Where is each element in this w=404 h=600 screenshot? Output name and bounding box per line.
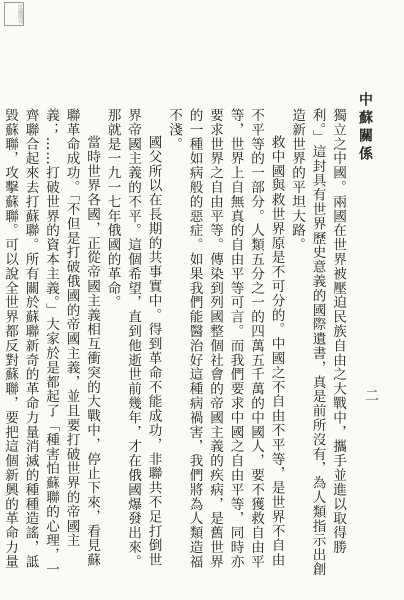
running-header-title: 中蘇關係 xyxy=(357,92,373,164)
paragraph: 獨立之中國。兩國在世界被壓迫民族自由之大戰中，攜手並進以取得勝利。」這封具有世界歷史意義的國際遺書，真是前所沒有，為人類指示出創造新世界的平坦大路。 xyxy=(289,108,346,577)
vertical-text-body xyxy=(2,108,348,578)
library-stamp: 民國期刊 xyxy=(4,2,24,26)
paragraph: 當時世界各國，正從帝國主義相互衝突的大戰中，停止下來，看見蘇聯革命成功。「不但是打破俄國的帝國主義，並且要打破世界的帝國主義；……打破世界的資本主義。」大家於是都起了「種害怕蘇聯的心理，一齊聯合起來去打蘇聯。所有關於蘇聯新奇的革命力量消滅的種種造謠，詆毀蘇聯，攻擊蘇聯。可以說全世界都反對蘇聯，要把這個新興的革命力量 xyxy=(2,108,100,577)
paragraph: 國父所以在長期的共事實中。得到革命不能成功，非聯共不足打倒世界帝國主義的不平。這個希望，直到他逝世前幾年，才在俄國爆發出來。那就是一九一七年俄國的革命。 xyxy=(104,108,162,569)
paragraph: 救中國與救世界原是不可分的。中國之不自由不平等，是世界不自由不平等的一部分。人類五分之一的四萬五千萬的中國人，要不獲救自由平等，世界上自無真的自由平等可言。而我們要求中國之自由平等，同時亦要求世界之自由平等。傳染到列國整個社會的帝國主義的疾病，是舊世界的一種如病般的惡症。如果我們能醫治好這種病禍害，我們將為人類造福不淺。 xyxy=(166,108,285,569)
page-number: 二 xyxy=(363,388,379,402)
